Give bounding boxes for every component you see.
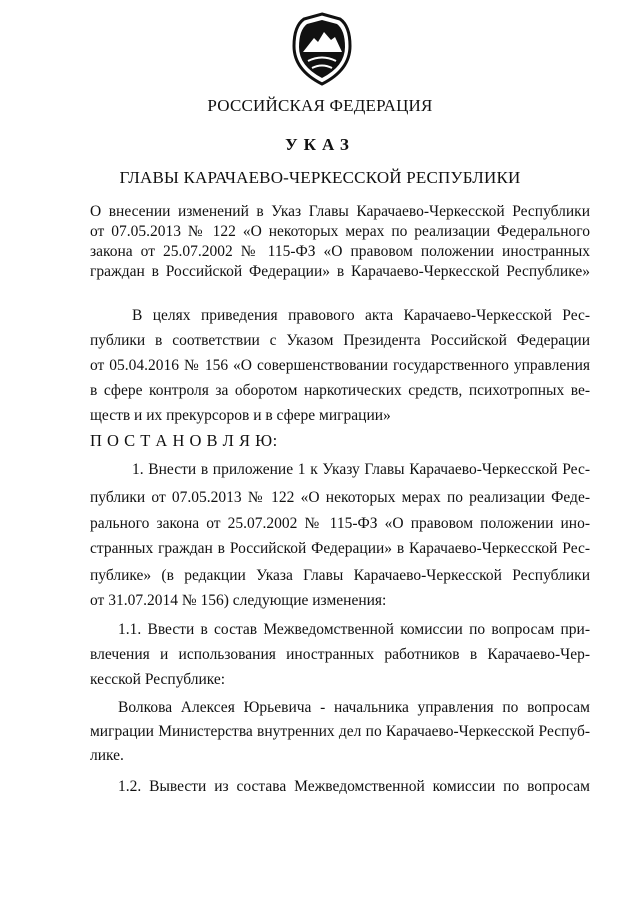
preamble-line: публики в соответствии с Указом Президента Российской Федерации [90,332,590,349]
subject-line: закона от 25.07.2002 № 115-ФЗ «О правовом положении иностранных [90,243,590,260]
republic-emblem [290,12,354,86]
item-1-line: от 31.07.2014 № 156) следующие изменения: [90,592,387,609]
item-1-1-line: кесской Республике: [90,671,226,688]
item-1-line: 1. Внести в приложение 1 к Указу Главы Карачаево-Черкесской Рес- [132,461,590,478]
authority-heading: ГЛАВЫ КАРАЧАЕВО-ЧЕРКЕССКОЙ РЕСПУБЛИКИ [119,168,521,187]
subject-line: граждан в Российской Федерации» в Карачаево-Черкесской Республике» [90,263,590,280]
document-type-heading: УКАЗ [285,135,355,154]
item-1-line: рального закона от 25.07.2002 № 115-ФЗ «О правовом положении ино- [90,515,590,532]
preamble-line: ществ и их прекурсоров и в сфере миграции» [90,407,391,424]
item-1-2-line: 1.2. Вывести из состава Межведомственной комиссии по вопросам [118,778,590,795]
country-heading: РОССИЙСКАЯ ФЕДЕРАЦИЯ [207,96,433,115]
appointee-line: лике. [90,747,124,764]
item-1-line: публики от 07.05.2013 № 122 «О некоторых мерах по реализации Феде- [90,489,590,506]
decree-word: П О С Т А Н О В Л Я Ю: [90,431,278,450]
item-1-line: странных граждан в Российской Федерации» в Карачаево-Черкесской Рес- [90,540,590,557]
preamble-line: В целях приведения правового акта Карачаево-Черкесской Рес- [132,307,590,324]
item-1-1-line: 1.1. Ввести в состав Межведомственной комиссии по вопросам при- [118,621,590,638]
preamble-line: в сфере контроля за оборотом наркотических средств, психотропных ве- [90,382,590,399]
subject-line: О внесении изменений в Указ Главы Карачаево-Черкесской Республики [90,203,590,220]
item-1-line: публике» (в редакции Указа Главы Карачаево-Черкесской Республики [90,567,590,584]
subject-line: от 07.05.2013 № 122 «О некоторых мерах по реализации Федерального [90,223,590,240]
appointee-line: миграции Министерства внутренних дел по Карачаево-Черкесской Респуб- [90,723,590,740]
appointee-line: Волкова Алексея Юрьевича - начальника управления по вопросам [118,699,590,716]
preamble-line: от 05.04.2016 № 156 «О совершенствовании государственного управления [90,357,590,374]
item-1-1-line: влечения и использования иностранных работников в Карачаево-Чер- [90,646,590,663]
